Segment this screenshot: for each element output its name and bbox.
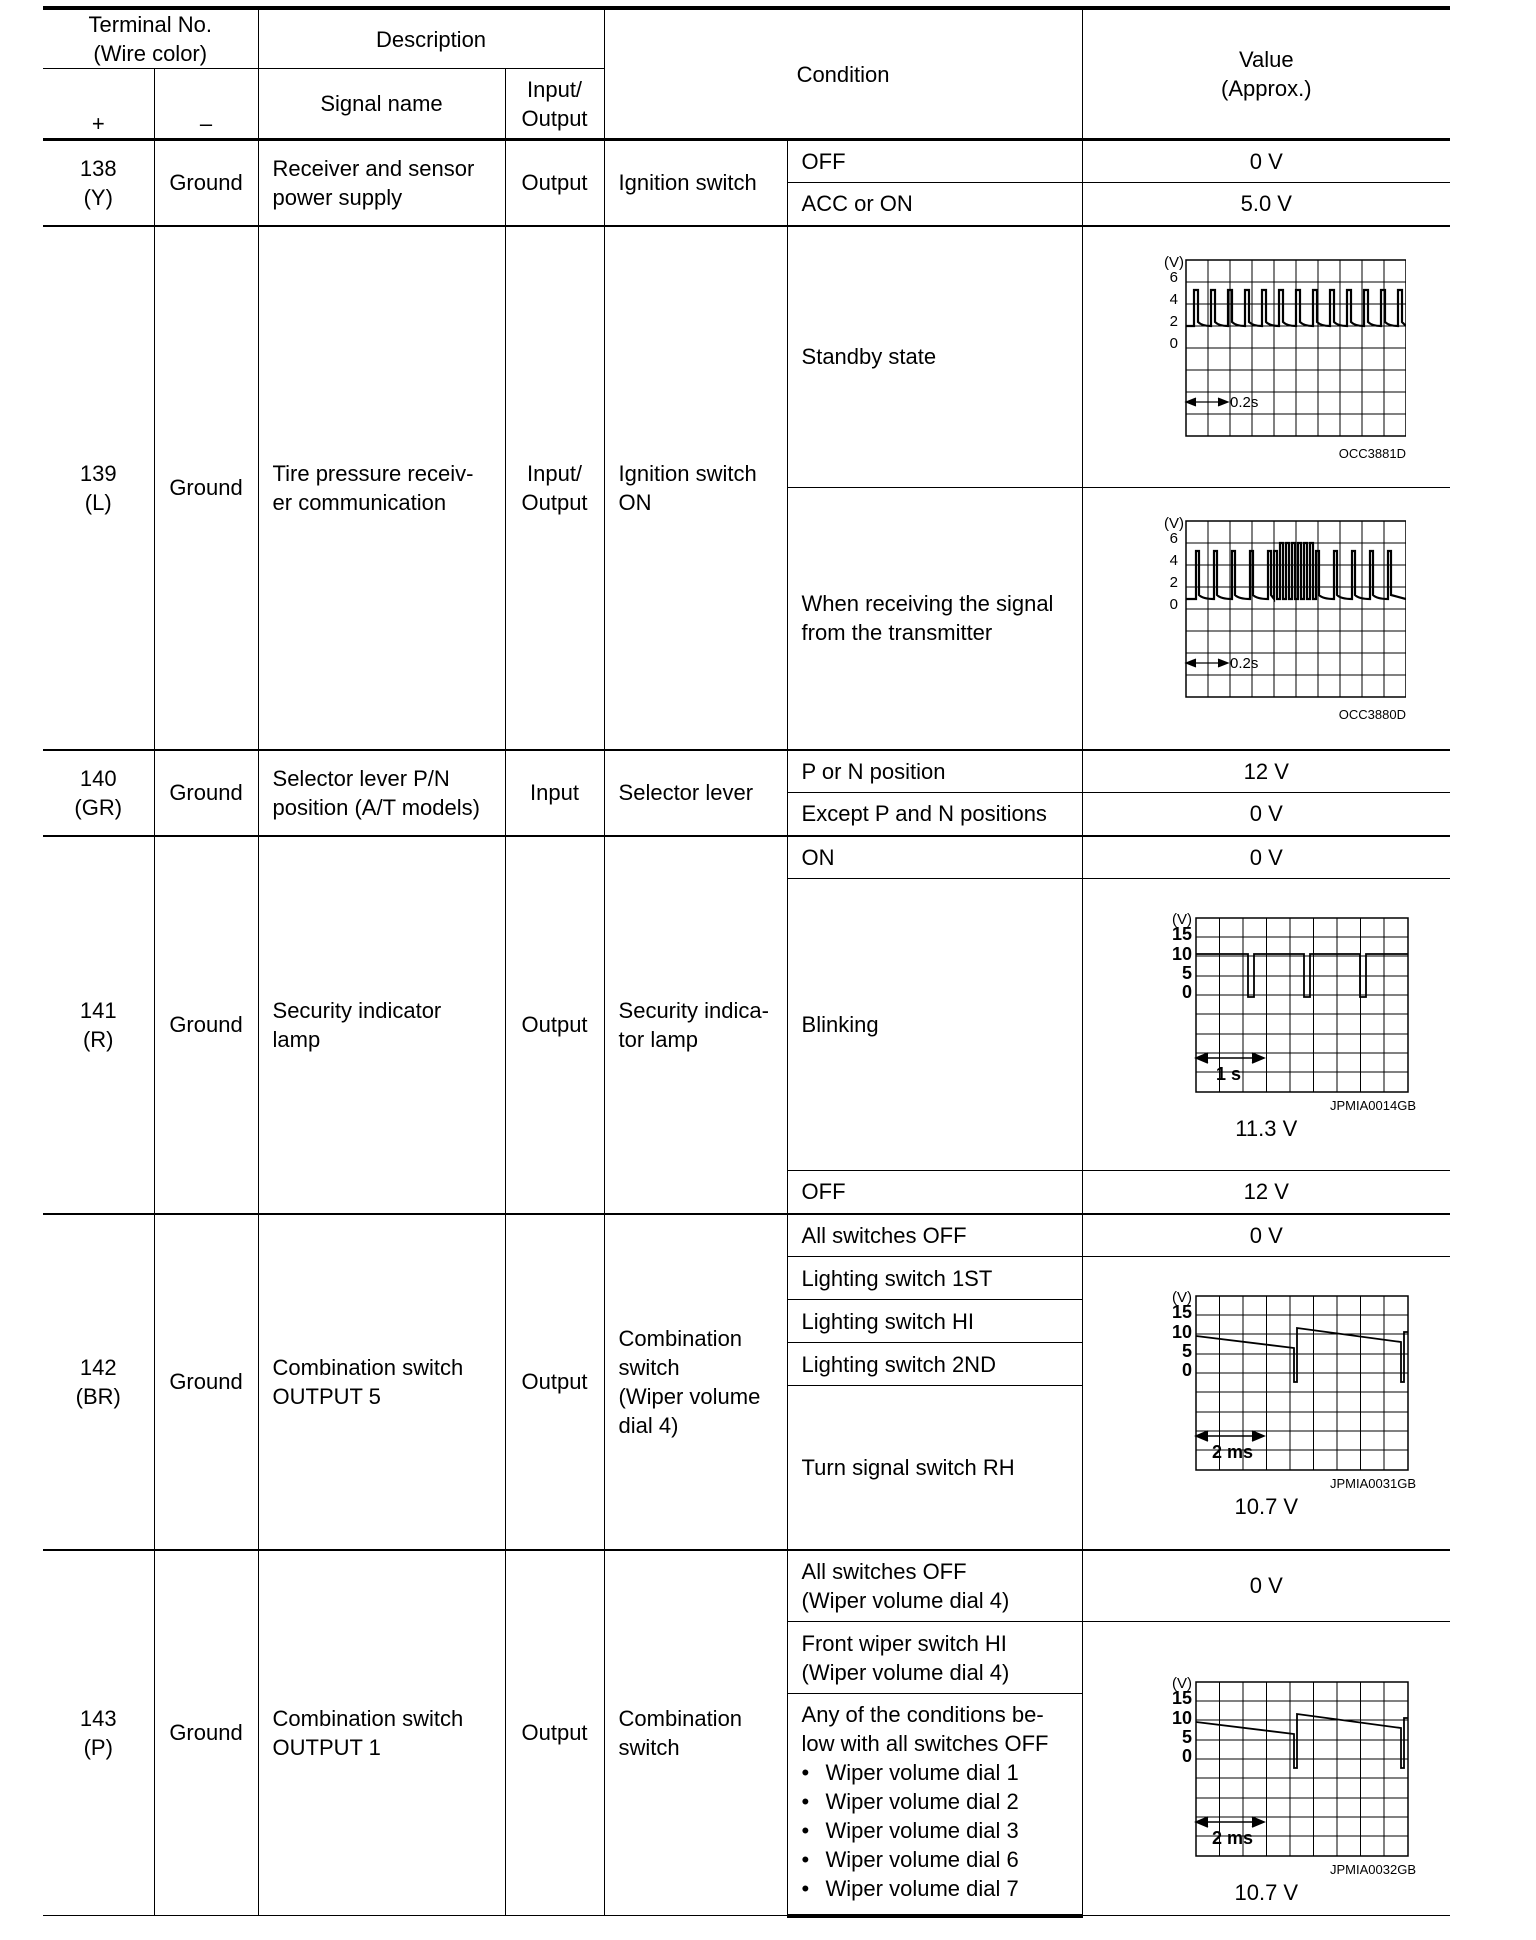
tick-label: 6 [1169, 530, 1179, 548]
unit-label: (V) [1172, 911, 1193, 928]
terminal-cell: 140 (GR) [43, 750, 154, 836]
value-cell: 0 V [1082, 140, 1450, 183]
tick-label: 0 [1182, 982, 1193, 1002]
state-cell: ACC or ON [787, 183, 1082, 226]
value-cell: 5.0 V [1082, 183, 1450, 226]
state-cell: When receiving the signal from the transmitter [787, 488, 1082, 750]
terminal-cell: 139 (L) [43, 226, 154, 750]
io-cell: Output [505, 1550, 604, 1916]
tick-label: 5 [1182, 1341, 1193, 1362]
list-item: • Wiper volume dial 2 [802, 1787, 1068, 1816]
tick-label: 4 [1169, 552, 1179, 570]
state-cell: Lighting switch 2ND [787, 1343, 1082, 1386]
tick-label: 2 [1169, 574, 1179, 592]
figure-code: JPMIA0031GB [1330, 1476, 1417, 1492]
ground-cell: Ground [154, 1214, 258, 1550]
condition-header: Condition [604, 8, 1082, 140]
table-row [43, 1550, 1450, 1622]
unit-label: (V) [1164, 253, 1185, 271]
ground-cell: Ground [154, 750, 258, 836]
condition-cell: Combination switch [604, 1550, 787, 1916]
tick-label: 6 [1169, 268, 1179, 286]
tick-label: 0 [1182, 1746, 1193, 1766]
signal-name-header: Signal name [258, 69, 505, 140]
state-cell: Standby state [787, 226, 1082, 488]
tick-label: 10 [1172, 944, 1193, 964]
list-item: • Wiper volume dial 3 [802, 1816, 1068, 1845]
figure-code: JPMIA0032GB [1330, 1862, 1417, 1877]
ground-cell: Ground [154, 836, 258, 1214]
io-cell: Input [505, 750, 604, 836]
value-cell: 0 V [1082, 1550, 1450, 1622]
tick-label: 5 [1182, 1727, 1193, 1747]
tick-label: 0 [1169, 596, 1179, 614]
waveform-receiving-icon [1126, 513, 1406, 723]
io-cell: Output [505, 1214, 604, 1550]
condition-cell: Ignition switch [604, 140, 787, 226]
waveform-cell [1082, 1622, 1450, 1916]
terminal-header: Terminal No. (Wire color) [43, 8, 258, 69]
state-cell: Lighting switch 1ST [787, 1257, 1082, 1300]
terminal-cell: 143 (P) [43, 1550, 154, 1916]
figure-code: OCC3881D [1339, 445, 1407, 461]
state-cell: OFF [787, 1171, 1082, 1214]
tick-label: 2 [1169, 312, 1179, 330]
tick-label: 15 [1172, 924, 1193, 944]
value-cell: 0 V [1082, 1214, 1450, 1257]
state-cell: Lighting switch HI [787, 1300, 1082, 1343]
figure-code: OCC3880D [1339, 707, 1407, 723]
io-cell: Output [505, 836, 604, 1214]
waveform-output1-icon [1116, 1670, 1416, 1878]
io-cell: Input/ Output [505, 226, 604, 750]
state-cell: Front wiper switch HI (Wiper volume dial 4) [787, 1622, 1082, 1694]
state-cell: P or N position [787, 750, 1082, 793]
value-label: 10.7 V [1234, 1494, 1299, 1520]
terminal-table [43, 6, 1450, 1918]
condition-cell: Selector lever [604, 750, 787, 836]
state-cell: Turn signal switch RH [787, 1386, 1082, 1550]
signal-cell: Combination switch OUTPUT 5 [258, 1214, 505, 1550]
signal-cell: Receiver and sensor power supply [258, 140, 505, 226]
tick-label: 15 [1172, 1302, 1193, 1323]
time-label: 0.2s [1230, 655, 1259, 673]
unit-label: (V) [1172, 1675, 1193, 1692]
waveform-cell [1082, 226, 1450, 488]
value-label: 11.3 V [1235, 1116, 1298, 1141]
tick-label: 0 [1182, 1360, 1193, 1381]
tick-label: 4 [1169, 290, 1179, 308]
bullet-list [802, 1758, 1068, 1903]
tick-label: 15 [1172, 1688, 1193, 1708]
signal-cell: Combination switch OUTPUT 1 [258, 1550, 505, 1916]
signal-cell: Tire pressure receiv- er communication [258, 226, 505, 750]
table-row [43, 836, 1450, 879]
header-row [43, 8, 1450, 69]
terminal-cell: 141 (R) [43, 836, 154, 1214]
table-row [43, 226, 1450, 488]
value-cell: 0 V [1082, 836, 1450, 879]
condition-cell: Ignition switch ON [604, 226, 787, 750]
terminal-cell: 142 (BR) [43, 1214, 154, 1550]
waveform-cell [1082, 879, 1450, 1171]
minus-header: – [154, 69, 258, 140]
tick-label: 5 [1182, 963, 1193, 983]
tick-label: 10 [1172, 1322, 1193, 1343]
list-item: • Wiper volume dial 7 [802, 1874, 1068, 1903]
io-cell: Output [505, 140, 604, 226]
io-header: Input/ Output [505, 69, 604, 140]
state-cell: All switches OFF (Wiper volume dial 4) [787, 1550, 1082, 1622]
value-cell: 12 V [1082, 750, 1450, 793]
condition-cell: Security indica- tor lamp [604, 836, 787, 1214]
figure-code: JPMIA0014GB [1330, 1098, 1417, 1113]
table-row [43, 140, 1450, 183]
state-cell: Except P and N positions [787, 793, 1082, 836]
terminal-cell: 138 (Y) [43, 140, 154, 226]
value-cell: 12 V [1082, 1171, 1450, 1214]
ground-cell: Ground [154, 140, 258, 226]
time-label: 1 s [1216, 1064, 1242, 1084]
state-cell: All switches OFF [787, 1214, 1082, 1257]
description-header: Description [258, 8, 604, 69]
signal-cell: Security indicator lamp [258, 836, 505, 1214]
value-label: 10.7 V [1234, 1880, 1299, 1905]
tick-label: 0 [1169, 334, 1179, 352]
waveform-cell [1082, 1257, 1450, 1550]
value-cell: 0 V [1082, 793, 1450, 836]
waveform-output5-icon [1116, 1284, 1416, 1492]
ground-cell: Ground [154, 1550, 258, 1916]
signal-cell: Selector lever P/N position (A/T models) [258, 750, 505, 836]
time-label: 0.2s [1230, 393, 1259, 411]
time-label: 2 ms [1212, 1828, 1254, 1848]
waveform-blinking-icon [1116, 906, 1416, 1114]
plus-header: + [43, 69, 154, 140]
table-row [43, 1214, 1450, 1257]
state-cell: OFF [787, 140, 1082, 183]
unit-label: (V) [1164, 515, 1185, 533]
tick-label: 10 [1172, 1708, 1193, 1728]
waveform-standby-icon [1126, 252, 1406, 462]
value-header: Value (Approx.) [1082, 8, 1450, 140]
ground-cell: Ground [154, 226, 258, 750]
state-cell: ON [787, 836, 1082, 879]
table-row [43, 750, 1450, 793]
list-item: • Wiper volume dial 6 [802, 1845, 1068, 1874]
condition-cell: Combination switch (Wiper volume dial 4) [604, 1214, 787, 1550]
state-cell: Any of the conditions be- low with all switches OFF • Wiper volume dial 1 • Wiper volume dial 2 • Wiper volume dial 3 • Wiper volume dial 6 • Wiper volume dial 7 [787, 1694, 1082, 1916]
state-cell: Blinking [787, 879, 1082, 1171]
waveform-cell [1082, 488, 1450, 750]
unit-label: (V) [1172, 1289, 1193, 1307]
list-item: • Wiper volume dial 1 [802, 1758, 1068, 1787]
time-label: 2 ms [1212, 1442, 1254, 1463]
